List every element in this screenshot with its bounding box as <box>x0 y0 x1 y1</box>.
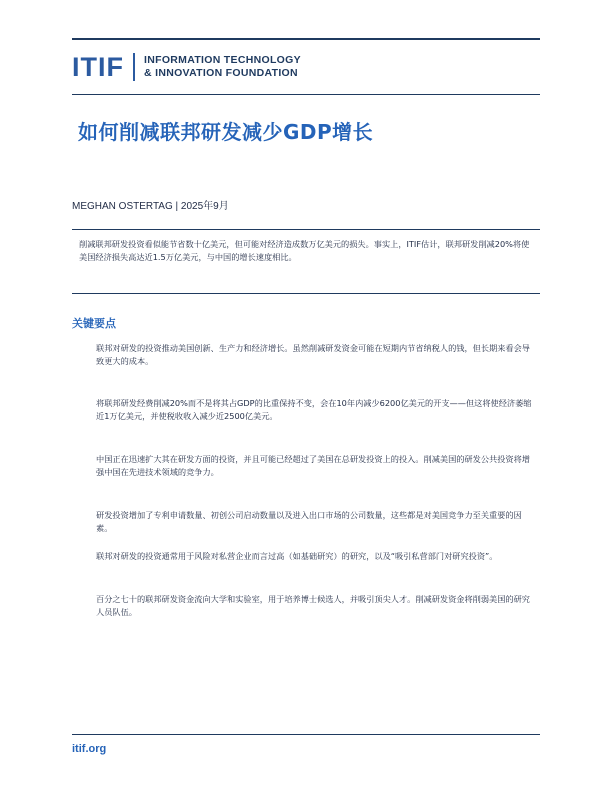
footer-link[interactable]: itif.org <box>72 743 107 755</box>
key-point: 联邦对研发的投资通常用于风险对私营企业而言过高（如基础研究）的研究，以及“吸引私营部门对研究投资”。 <box>96 551 498 561</box>
top-rule <box>72 38 540 40</box>
byline: MEGHAN OSTERTAG | 2025年9月 <box>72 201 229 212</box>
itif-logo <box>72 52 301 82</box>
header-rule <box>72 94 540 95</box>
key-point: 联邦对研发的投资推动美国创新、生产力和经济增长。虽然削减研发资金可能在短期内节省纳税人的钱，但长期来看会导致更大的成本。 <box>96 343 530 366</box>
summary: 削减联邦研发投资看似能节省数十亿美元，但可能对经济造成数万亿美元的损失。事实上，ITIF估计，联邦研发削减20%将使美国经济损失高达近1.5万亿美元，与中国的增长速度相比。 <box>79 239 530 262</box>
summary-bottom-rule <box>72 293 540 294</box>
logo-text <box>144 54 301 80</box>
key-point: 将联邦研发经费削减20%而不是将其占GDP的比重保持不变，会在10年内减少6200亿美元的开支——但这将使经济萎缩近1万亿美元，并使税收收入减少近2500亿美元。 <box>96 398 532 421</box>
summary-top-rule <box>72 229 540 230</box>
page-title: 如何削减联邦研发减少GDP增长 <box>78 120 374 144</box>
logo-text-line1: INFORMATION TECHNOLOGY <box>144 54 301 66</box>
key-point: 研发投资增加了专利申请数量、初创公司启动数量以及进入出口市场的公司数量，这些都是对美国竞争力至关重要的因素。 <box>96 510 522 533</box>
logo-divider <box>133 53 135 81</box>
footer-rule <box>72 734 540 735</box>
key-points-heading: 关键要点 <box>72 317 116 330</box>
key-point: 百分之七十的联邦研发资金流向大学和实验室，用于培养博士候选人，并吸引顶尖人才。削减研发资金将削弱美国的研究人员队伍。 <box>96 594 530 617</box>
logo-text-line2: & INNOVATION FOUNDATION <box>144 67 298 79</box>
key-point: 中国正在迅速扩大其在研发方面的投资，并且可能已经超过了美国在总研发投资上的投入。削减美国的研发公共投资将增强中国在先进技术领域的竞争力。 <box>96 454 530 477</box>
logo-mark: ITIF <box>72 52 124 82</box>
